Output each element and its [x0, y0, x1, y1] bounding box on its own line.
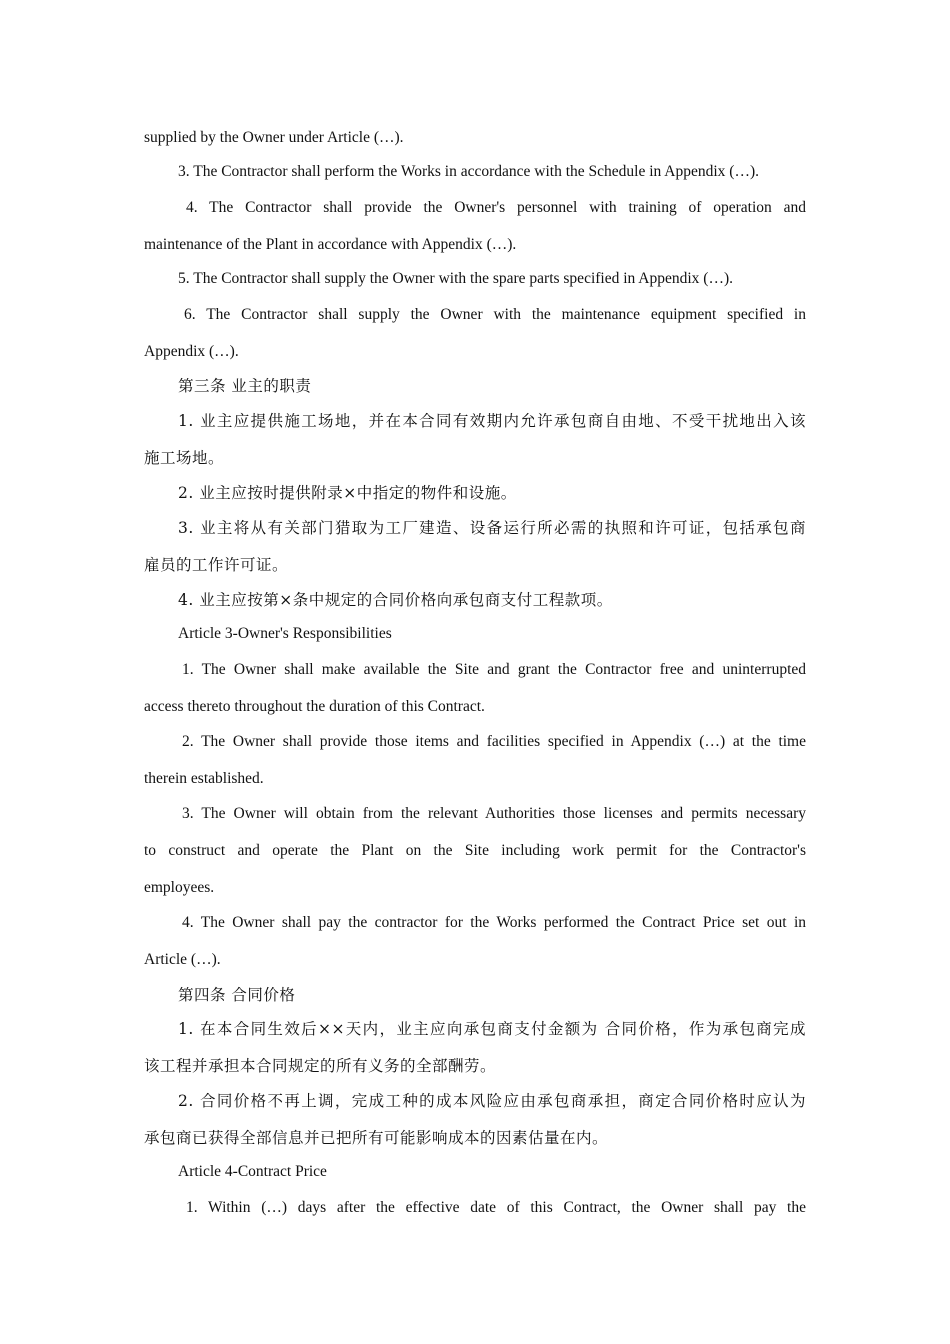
text-line: to construct and operate the Plant on the Site including work permit for the Contractor's: [144, 842, 806, 859]
text-line: 3. 业主将从有关部门猎取为工厂建造、设备运行所必需的执照和许可证，包括承包商: [178, 519, 806, 537]
text-line: access thereto throughout the duration of this Contract.: [144, 698, 485, 715]
section-heading: Article 4-Contract Price: [178, 1163, 327, 1180]
text-line: 2. 业主应按时提供附录×中指定的物件和设施。: [178, 484, 517, 502]
text-line: 1. Within (…) days after the effective date of this Contract, the Owner shall pay the: [186, 1199, 806, 1216]
text-line: 3. The Owner will obtain from the relevant Authorities those licenses and permits necessary: [182, 805, 806, 822]
section-heading: 第四条 合同价格: [178, 986, 296, 1004]
text-line: 2. 合同价格不再上调，完成工种的成本风险应由承包商承担，商定合同价格时应认为: [178, 1092, 806, 1110]
text-line: 2. The Owner shall provide those items and facilities specified in Appendix (…) at the time: [182, 733, 806, 750]
text-line: Appendix (…).: [144, 343, 239, 360]
text-line: supplied by the Owner under Article (…).: [144, 129, 404, 146]
text-line: 施工场地。: [144, 449, 225, 467]
text-line: 6. The Contractor shall supply the Owner with the maintenance equipment specified in: [184, 306, 806, 323]
text-line: 3. The Contractor shall perform the Works in accordance with the Schedule in Appendix (…).: [178, 163, 759, 180]
text-line: 4. The Contractor shall provide the Owner's personnel with training of operation and: [186, 199, 806, 216]
text-line: 1. 在本合同生效后××天内，业主应向承包商支付金额为 合同价格，作为承包商完成: [178, 1020, 806, 1038]
section-heading: 第三条 业主的职责: [178, 377, 312, 395]
text-line: 1. The Owner shall make available the Site and grant the Contractor free and uninterrupted: [182, 661, 806, 678]
text-line: employees.: [144, 879, 215, 896]
text-line: 4. The Owner shall pay the contractor for the Works performed the Contract Price set out in: [182, 914, 806, 931]
text-line: 1. 业主应提供施工场地，并在本合同有效期内允许承包商自由地、不受干扰地出入该: [178, 412, 806, 430]
text-line: 该工程并承担本合同规定的所有义务的全部酬劳。: [144, 1057, 497, 1075]
section-heading: Article 3-Owner's Responsibilities: [178, 625, 392, 642]
text-line: maintenance of the Plant in accordance with Appendix (…).: [144, 236, 517, 253]
text-line: Article (…).: [144, 951, 221, 968]
text-line: 承包商已获得全部信息并已把所有可能影响成本的因素估量在内。: [144, 1129, 609, 1147]
text-line: 5. The Contractor shall supply the Owner with the spare parts specified in Appendix (…).: [178, 270, 734, 287]
text-line: 雇员的工作许可证。: [144, 556, 289, 574]
text-line: 4. 业主应按第×条中规定的合同价格向承包商支付工程款项。: [178, 591, 613, 609]
text-line: therein established.: [144, 770, 264, 787]
